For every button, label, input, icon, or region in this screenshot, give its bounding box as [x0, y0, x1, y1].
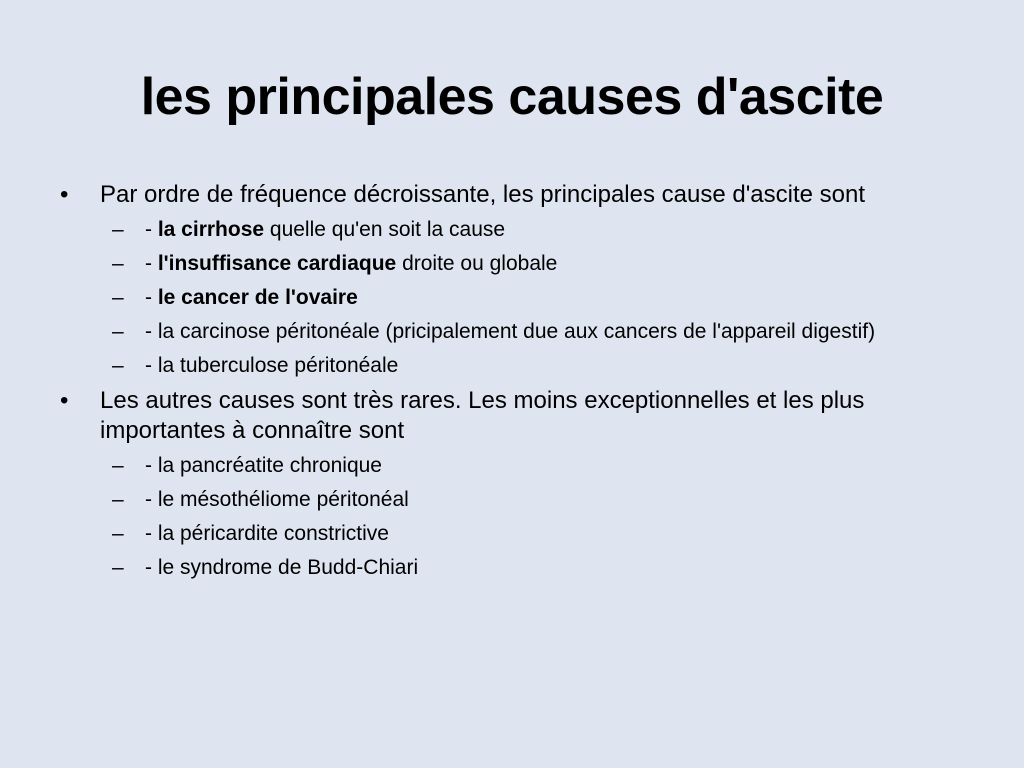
sub-bullet-item: [56, 353, 976, 378]
dash-icon: –: [112, 320, 124, 343]
dash-icon: –: [112, 454, 124, 477]
bullet-icon: •: [60, 387, 69, 414]
sub-bullet-prefix: -: [145, 252, 158, 275]
sub-bullet-item: [56, 319, 976, 344]
sub-bullet-prefix: - la péricardite constrictive: [145, 522, 389, 545]
sub-bullet-rest: droite ou globale: [396, 252, 558, 275]
dash-icon: –: [112, 522, 124, 545]
sub-bullet-item: [56, 285, 976, 310]
bullet-icon: •: [60, 181, 69, 208]
dash-icon: –: [112, 286, 124, 309]
sub-bullet-prefix: - la tuberculose péritonéale: [145, 354, 399, 377]
sub-bullet-item: [56, 521, 976, 546]
bullet-item: [56, 386, 976, 446]
dash-icon: –: [112, 218, 124, 241]
sub-bullet-prefix: - le syndrome de Budd-Chiari: [145, 556, 419, 579]
slide-content: [56, 180, 976, 580]
dash-icon: –: [112, 252, 124, 275]
sub-bullet-item: [56, 453, 976, 478]
sub-bullet-prefix: - le mésothéliome péritonéal: [145, 488, 409, 511]
sub-bullet-prefix: - la pancréatite chronique: [145, 454, 382, 477]
bullet-text: Par ordre de fréquence décroissante, les principales cause d'ascite sont: [100, 181, 866, 208]
sub-bullet-item: [56, 555, 976, 580]
bullet-text: Les autres causes sont très rares. Les moins exceptionnelles et les plus importantes à connaître sont: [100, 387, 865, 444]
sub-bullet-rest: quelle qu'en soit la cause: [264, 218, 506, 241]
slide-title: les principales causes d'ascite: [140, 68, 884, 126]
sub-bullet-bold: l'insuffisance cardiaque: [157, 252, 397, 275]
sub-bullet-prefix: - la carcinose péritonéale (pricipalement due aux cancers de l'appareil digestif): [145, 320, 876, 343]
bullet-item: [56, 180, 976, 210]
sub-bullet-bold: la cirrhose: [157, 218, 265, 241]
sub-bullet-item: [56, 251, 976, 276]
dash-icon: –: [112, 488, 124, 511]
sub-bullet-bold: le cancer de l'ovaire: [157, 286, 358, 309]
sub-bullet-prefix: -: [145, 218, 158, 241]
sub-bullet-prefix: -: [145, 286, 158, 309]
sub-bullet-item: [56, 487, 976, 512]
dash-icon: –: [112, 354, 124, 377]
dash-icon: –: [112, 556, 124, 579]
sub-bullet-item: [56, 217, 976, 242]
